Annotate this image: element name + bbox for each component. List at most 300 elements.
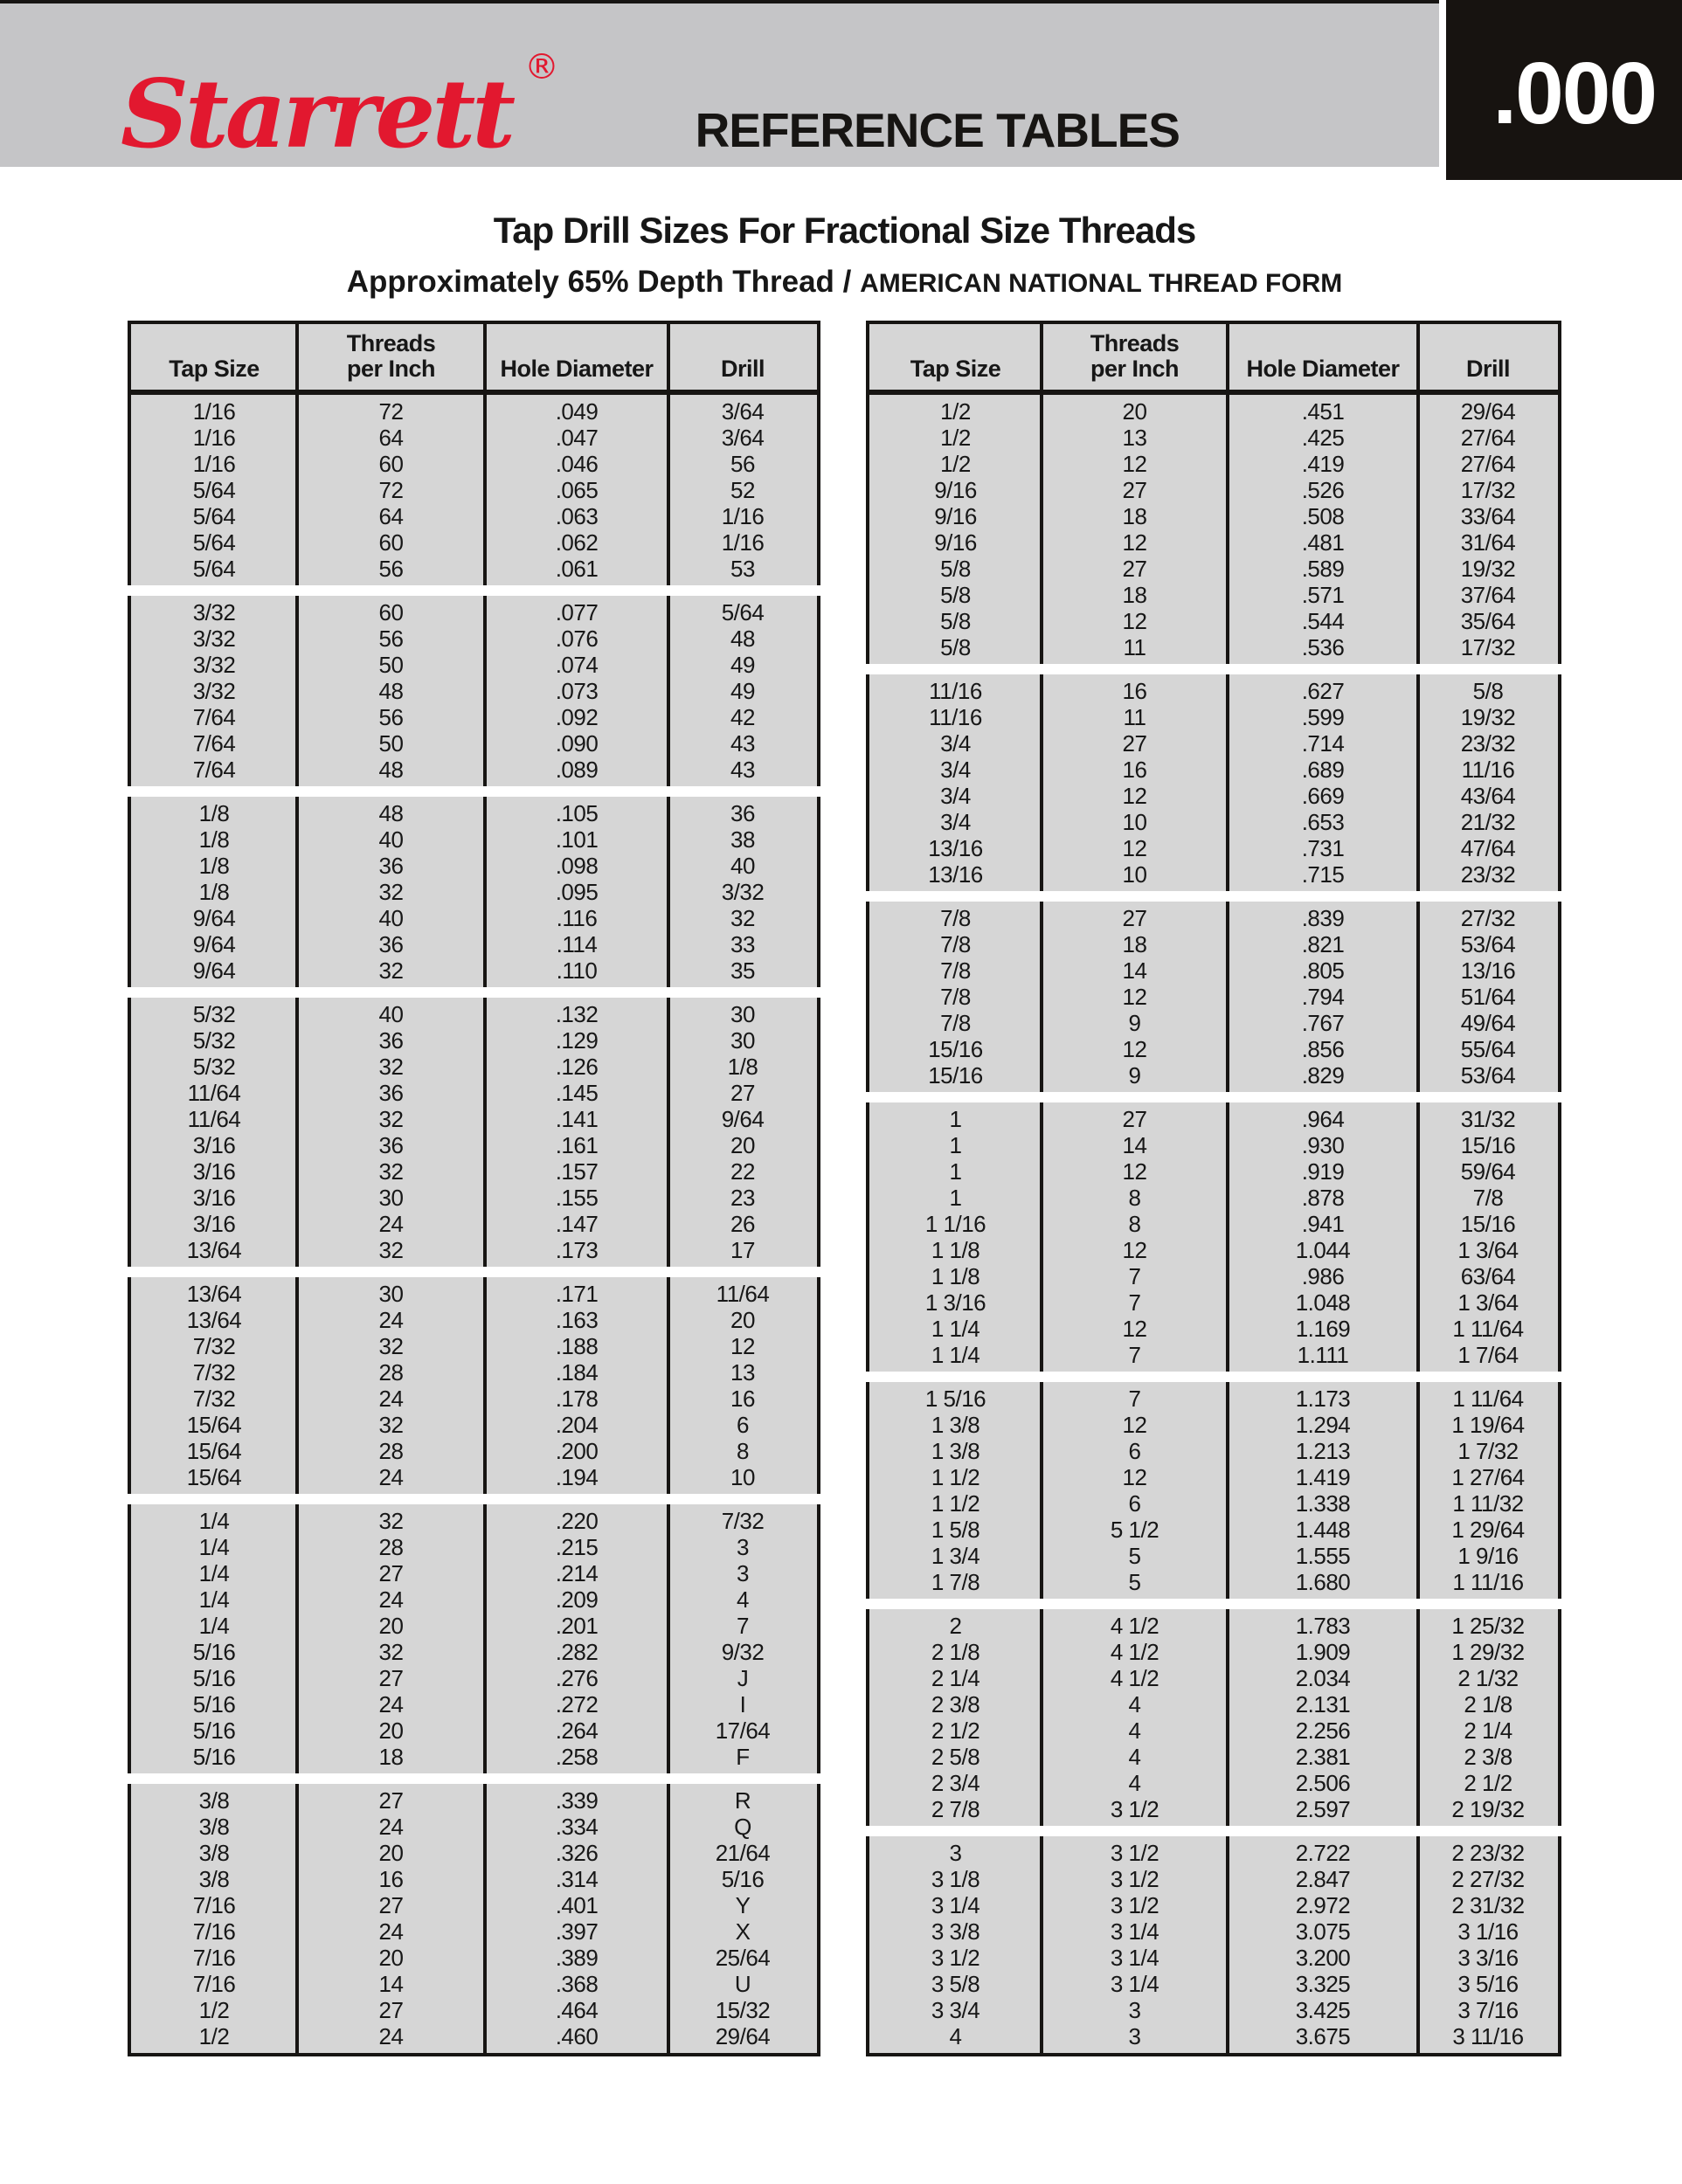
table-cell: 15/16 — [1460, 1211, 1516, 1237]
table-cell: .460 — [555, 2023, 599, 2049]
table-cell: 56 — [378, 625, 404, 652]
table-cell: 30 — [378, 1185, 404, 1211]
table-cell: 3/32 — [192, 678, 236, 704]
table-cell: .599 — [1301, 704, 1345, 730]
table-cell: 2.847 — [1295, 1866, 1351, 1892]
table-cell: 1 3/64 — [1457, 1237, 1519, 1263]
table-cell: 13/64 — [186, 1237, 242, 1263]
table-cell: 1/8 — [198, 879, 230, 905]
table-cell: 35 — [730, 957, 755, 984]
table-cell: X — [735, 1918, 751, 1945]
column-header-line: Drill — [1465, 356, 1510, 382]
table-cell: 36 — [378, 931, 404, 957]
table-cell: .200 — [555, 1438, 599, 1464]
page-title: Tap Drill Sizes For Fractional Size Threads — [493, 210, 1196, 251]
table-cell: 7/32 — [192, 1386, 236, 1412]
table-cell: 2 — [949, 1613, 962, 1639]
table-cell: 3 1/16 — [1457, 1918, 1519, 1945]
table-cell: 3.075 — [1295, 1918, 1351, 1945]
table-cell: .155 — [555, 1185, 599, 1211]
table-cell: .173 — [555, 1237, 599, 1263]
table-cell: 27/32 — [1460, 905, 1516, 931]
table-cell: 1/2 — [940, 398, 971, 425]
table-cell: 17 — [730, 1237, 755, 1263]
table-cell: 3 — [1128, 1997, 1141, 2023]
table-cell: 26 — [730, 1211, 755, 1237]
column-header-line: Threads — [346, 330, 436, 356]
column-header-3 — [668, 324, 817, 390]
table-cell: 7/32 — [192, 1359, 236, 1386]
table-cell: 3/32 — [192, 652, 236, 678]
table-cell: 3 1/4 — [931, 1892, 980, 1918]
column-header-3 — [1418, 324, 1558, 390]
table-cell: 20 — [378, 1613, 404, 1639]
table-cell: 12 — [1122, 608, 1147, 634]
table-cell: 3 1/4 — [1110, 1918, 1159, 1945]
table-cell: 5/32 — [192, 1027, 236, 1054]
table-cell: .214 — [555, 1560, 599, 1586]
table-cell: 1 3/64 — [1457, 1289, 1519, 1316]
table-cell: 5/16 — [192, 1691, 236, 1717]
table-group — [866, 902, 1561, 1092]
page-subtitle — [128, 266, 1561, 300]
table-cell: 1/2 — [940, 425, 971, 451]
table-cell: 2 3/8 — [1464, 1744, 1512, 1770]
table-cell: .689 — [1301, 757, 1345, 783]
table-cell: 33 — [730, 931, 755, 957]
table-cell: 40 — [730, 853, 755, 879]
table-cell: .941 — [1301, 1211, 1345, 1237]
table-cell: 2 31/32 — [1451, 1892, 1525, 1918]
table-cell: 14 — [1122, 957, 1147, 984]
table-cell: 1/16 — [192, 425, 236, 451]
table-cell: 63/64 — [1460, 1263, 1516, 1289]
table-cell: 7 — [1128, 1263, 1141, 1289]
column-header-0 — [869, 324, 1042, 390]
group-separator — [866, 1372, 1561, 1382]
table-cell: 5/32 — [192, 1054, 236, 1080]
group-separator — [128, 987, 820, 998]
table-cell: 1 7/8 — [931, 1569, 980, 1595]
table-cell: 5/32 — [192, 1001, 236, 1027]
table-cell: .964 — [1301, 1106, 1345, 1132]
table-cell: 7 — [1128, 1342, 1141, 1368]
table-cell: .076 — [555, 625, 599, 652]
table-cell: 42 — [730, 704, 755, 730]
table-cell: 11/16 — [929, 678, 982, 704]
table-cell: .092 — [555, 704, 599, 730]
table-cell: 3/32 — [192, 599, 236, 625]
table-cell: 29/64 — [715, 2023, 771, 2049]
table-cell: 2.506 — [1295, 1770, 1351, 1796]
table-cell: 1 27/64 — [1451, 1464, 1525, 1490]
table-left-header-row — [128, 321, 820, 395]
table-cell: 3 1/2 — [1110, 1796, 1159, 1822]
table-cell: 36 — [378, 1027, 404, 1054]
table-cell: 36 — [378, 853, 404, 879]
table-cell: 1 1/2 — [931, 1490, 980, 1517]
table-cell: 1/4 — [198, 1586, 230, 1613]
table-group — [128, 998, 820, 1267]
table-cell: 3 5/16 — [1457, 1971, 1519, 1997]
table-cell: 5/64 — [192, 477, 236, 503]
table-cell: 12 — [730, 1333, 755, 1359]
table-cell: 20 — [378, 1840, 404, 1866]
table-cell: .090 — [555, 730, 599, 757]
table-cell: 7/32 — [192, 1333, 236, 1359]
table-cell: 15/32 — [715, 1997, 771, 2023]
table-cell: 3/64 — [721, 425, 765, 451]
table-cell: 14 — [1122, 1132, 1147, 1158]
table-cell: .145 — [555, 1080, 599, 1106]
table-cell: 40 — [378, 1001, 404, 1027]
table-cell: .147 — [555, 1211, 599, 1237]
table-cell: 8 — [1128, 1185, 1141, 1211]
table-cell: 2 1/8 — [1464, 1691, 1512, 1717]
table-cell: 6 — [1128, 1438, 1141, 1464]
table-cell: 3.200 — [1295, 1945, 1351, 1971]
table-cell: 30 — [378, 1281, 404, 1307]
table-cell: 3 1/4 — [1110, 1971, 1159, 1997]
table-cell: 24 — [378, 2023, 404, 2049]
table-cell: 20 — [378, 1717, 404, 1744]
table-cell: 7 — [1128, 1386, 1141, 1412]
table-cell: .073 — [555, 678, 599, 704]
table-cell: 27 — [730, 1080, 755, 1106]
table-cell: .063 — [555, 503, 599, 529]
table-cell: 5/16 — [192, 1639, 236, 1665]
table-cell: 1 29/32 — [1451, 1639, 1525, 1665]
table-cell: 1 19/64 — [1451, 1412, 1525, 1438]
table-cell: 18 — [1122, 582, 1147, 608]
table-cell: 3 — [737, 1534, 749, 1560]
table-cell: 56 — [378, 704, 404, 730]
table-cell: 1 1/8 — [931, 1263, 980, 1289]
table-group — [866, 674, 1561, 891]
table-cell: .194 — [555, 1464, 599, 1490]
table-cell: 1 11/64 — [1452, 1316, 1524, 1342]
table-cell: 1 11/16 — [1452, 1569, 1524, 1595]
table-cell: 23/32 — [1460, 730, 1516, 757]
table-cell: 1 7/32 — [1457, 1438, 1519, 1464]
table-cell: 38 — [730, 826, 755, 853]
table-cell: 16 — [1122, 678, 1147, 704]
table-cell: 11/64 — [187, 1080, 241, 1106]
table-cell: .171 — [555, 1281, 599, 1307]
table-cell: 9/16 — [934, 529, 977, 556]
table-cell: 4 1/2 — [1110, 1665, 1159, 1691]
table-cell: .464 — [555, 1997, 599, 2023]
table-cell: .098 — [555, 853, 599, 879]
table-cell: 27 — [1122, 556, 1147, 582]
table-cell: 24 — [378, 1814, 404, 1840]
table-cell: .481 — [1301, 529, 1345, 556]
table-cell: 3/8 — [198, 1840, 230, 1866]
table-cell: 1 3/8 — [931, 1412, 980, 1438]
table-cell: 5 — [1128, 1569, 1141, 1595]
table-cell: .141 — [555, 1106, 599, 1132]
table-cell: .061 — [555, 556, 599, 582]
table-cell: .805 — [1301, 957, 1345, 984]
table-cell: 1.048 — [1295, 1289, 1351, 1316]
table-cell: 20 — [730, 1132, 755, 1158]
table-cell: 20 — [1122, 398, 1147, 425]
column-header-line: Tap Size — [910, 356, 1001, 382]
table-cell: 16 — [1122, 757, 1147, 783]
table-cell: .077 — [555, 599, 599, 625]
table-cell: 9/16 — [934, 477, 977, 503]
table-cell: 3/8 — [198, 1787, 230, 1814]
table-cell: J — [737, 1665, 749, 1691]
table-cell: .401 — [555, 1892, 599, 1918]
table-cell: 7/64 — [192, 757, 236, 783]
table-cell: 1.909 — [1295, 1639, 1351, 1665]
table-cell: R — [734, 1787, 751, 1814]
table-cell: .101 — [555, 826, 599, 853]
table-cell: 7/16 — [192, 1971, 236, 1997]
table-cell: 51/64 — [1460, 984, 1516, 1010]
table-group — [128, 1784, 820, 2056]
table-cell: 21/32 — [1460, 809, 1516, 835]
section-title: REFERENCE TABLES — [695, 103, 1180, 157]
table-cell: 27 — [1122, 1106, 1147, 1132]
table-cell: 1.213 — [1295, 1438, 1351, 1464]
table-cell: 43 — [730, 730, 755, 757]
table-cell: .157 — [555, 1158, 599, 1185]
table-cell: 60 — [378, 451, 404, 477]
table-cell: 3 1/2 — [1110, 1892, 1159, 1918]
table-cell: 18 — [1122, 503, 1147, 529]
table-cell: .178 — [555, 1386, 599, 1412]
table-cell: .878 — [1301, 1185, 1345, 1211]
table-cell: 32 — [378, 1106, 404, 1132]
table-cell: 1 3/8 — [931, 1438, 980, 1464]
table-cell: U — [734, 1971, 751, 1997]
group-separator — [128, 786, 820, 797]
table-cell: 7/8 — [940, 957, 971, 984]
table-cell: 27 — [378, 1665, 404, 1691]
table-cell: .589 — [1301, 556, 1345, 582]
table-cell: 7/32 — [721, 1508, 765, 1534]
table-cell: 25/64 — [715, 1945, 771, 1971]
table-cell: 3/8 — [198, 1814, 230, 1840]
table-cell: 3.675 — [1295, 2023, 1351, 2049]
table-cell: .258 — [555, 1744, 599, 1770]
table-cell: 7 — [1128, 1289, 1141, 1316]
table-cell: 9/32 — [721, 1639, 765, 1665]
table-cell: 16 — [378, 1866, 404, 1892]
table-cell: 2.256 — [1295, 1717, 1351, 1744]
table-cell: 32 — [378, 1158, 404, 1185]
table-cell: 7/16 — [192, 1918, 236, 1945]
table-left — [128, 321, 820, 2056]
table-cell: 12 — [1122, 1237, 1147, 1263]
table-cell: 27 — [1122, 905, 1147, 931]
table-cell: 5/64 — [192, 503, 236, 529]
table-group — [866, 1382, 1561, 1599]
table-group — [128, 1277, 820, 1494]
column-header-2 — [485, 324, 668, 390]
table-cell: 1/4 — [198, 1508, 230, 1534]
table-cell: .074 — [555, 652, 599, 678]
table-cell: 4 — [949, 2023, 962, 2049]
table-cell: 19/32 — [1460, 704, 1516, 730]
table-cell: 2.972 — [1295, 1892, 1351, 1918]
table-cell: .389 — [555, 1945, 599, 1971]
table-cell: .264 — [555, 1717, 599, 1744]
column-header-1 — [297, 324, 485, 390]
table-cell: .215 — [555, 1534, 599, 1560]
table-cell: .821 — [1301, 931, 1345, 957]
page-subtitle-prefix: Approximately 65% Depth Thread / — [346, 265, 861, 299]
starrett-logo-text: Starrett — [121, 59, 513, 169]
table-cell: 5/64 — [721, 599, 765, 625]
table-cell: .419 — [1301, 451, 1345, 477]
table-cell: 3 7/16 — [1457, 1997, 1519, 2023]
table-group — [866, 1102, 1561, 1372]
table-cell: 3 3/4 — [931, 1997, 980, 2023]
table-cell: 12 — [1122, 1412, 1147, 1438]
table-cell: 1.783 — [1295, 1613, 1351, 1639]
table-cell: 43/64 — [1460, 783, 1516, 809]
table-cell: 5/64 — [192, 556, 236, 582]
table-cell: 1 1/4 — [931, 1316, 980, 1342]
table-cell: 29/64 — [1460, 398, 1516, 425]
group-separator — [128, 1773, 820, 1784]
table-cell: .536 — [1301, 634, 1345, 660]
table-cell: 23/32 — [1460, 861, 1516, 888]
table-cell: 40 — [378, 826, 404, 853]
table-cell: 32 — [378, 957, 404, 984]
table-cell: 1/16 — [192, 451, 236, 477]
table-cell: .046 — [555, 451, 599, 477]
table-group — [128, 395, 820, 585]
table-cell: 55/64 — [1460, 1036, 1516, 1062]
table-cell: 1/4 — [198, 1613, 230, 1639]
table-cell: 1/8 — [198, 826, 230, 853]
column-header-1 — [1042, 324, 1228, 390]
table-cell: 12 — [1122, 1036, 1147, 1062]
table-cell: 4 — [737, 1586, 749, 1613]
table-cell: 4 — [1128, 1744, 1141, 1770]
table-cell: .856 — [1301, 1036, 1345, 1062]
table-cell: 27 — [378, 1997, 404, 2023]
table-cell: .839 — [1301, 905, 1345, 931]
table-cell: .184 — [555, 1359, 599, 1386]
table-cell: 48 — [730, 625, 755, 652]
table-cell: 6 — [737, 1412, 749, 1438]
table-cell: 18 — [1122, 931, 1147, 957]
table-cell: .508 — [1301, 503, 1345, 529]
table-cell: 32 — [378, 1054, 404, 1080]
table-cell: 1/8 — [198, 800, 230, 826]
table-cell: .282 — [555, 1639, 599, 1665]
table-cell: 11/16 — [1461, 757, 1515, 783]
table-cell: 36 — [378, 1132, 404, 1158]
table-group — [866, 1836, 1561, 2056]
table-cell: 6 — [1128, 1490, 1141, 1517]
table-cell: 1 3/4 — [931, 1543, 980, 1569]
column-header-line: Tap Size — [169, 356, 260, 382]
table-cell: .571 — [1301, 582, 1345, 608]
table-cell: 1 — [949, 1185, 962, 1211]
table-cell: 2 1/2 — [931, 1717, 980, 1744]
table-cell: 1.111 — [1297, 1342, 1349, 1368]
table-cell: 1.294 — [1295, 1412, 1351, 1438]
table-cell: 9 — [1128, 1010, 1141, 1036]
table-cell: 9/64 — [192, 905, 236, 931]
table-cell: 3 — [1128, 2023, 1141, 2049]
table-cell: 15/16 — [928, 1036, 983, 1062]
table-cell: 17/32 — [1460, 634, 1516, 660]
table-cell: 5 1/2 — [1110, 1517, 1159, 1543]
table-cell: 1/2 — [198, 1997, 230, 2023]
table-cell: 15/64 — [186, 1412, 242, 1438]
table-cell: 10 — [1122, 809, 1147, 835]
table-cell: 47/64 — [1460, 835, 1516, 861]
group-separator — [128, 585, 820, 596]
table-cell: Y — [735, 1892, 751, 1918]
table-cell: 13/16 — [928, 835, 983, 861]
table-cell: 19/32 — [1460, 556, 1516, 582]
table-cell: .334 — [555, 1814, 599, 1840]
table-cell: 5/8 — [940, 608, 971, 634]
table-cell: 18 — [378, 1744, 404, 1770]
table-cell: .397 — [555, 1918, 599, 1945]
table-cell: .132 — [555, 1001, 599, 1027]
table-cell: 10 — [1122, 861, 1147, 888]
table-cell: 1 — [949, 1106, 962, 1132]
table-cell: 1.448 — [1295, 1517, 1351, 1543]
table-cell: 1/8 — [727, 1054, 758, 1080]
column-header-0 — [131, 324, 297, 390]
column-header-line: Drill — [720, 356, 765, 382]
table-cell: 52 — [730, 477, 755, 503]
table-cell: .129 — [555, 1027, 599, 1054]
table-cell: 1.419 — [1295, 1464, 1351, 1490]
table-cell: .326 — [555, 1840, 599, 1866]
table-cell: 1/8 — [198, 853, 230, 879]
table-group — [866, 1609, 1561, 1826]
table-cell: 32 — [378, 1333, 404, 1359]
table-cell: 7/16 — [192, 1945, 236, 1971]
table-cell: 1/2 — [198, 2023, 230, 2049]
table-cell: 37/64 — [1460, 582, 1516, 608]
table-cell: .627 — [1301, 678, 1345, 704]
table-cell: 1 9/16 — [1457, 1543, 1519, 1569]
table-cell: 2 1/4 — [931, 1665, 980, 1691]
table-cell: 50 — [378, 652, 404, 678]
table-cell: .526 — [1301, 477, 1345, 503]
table-cell: 7/16 — [192, 1892, 236, 1918]
table-cell: 1 1/2 — [931, 1464, 980, 1490]
table-cell: 32 — [378, 1412, 404, 1438]
table-cell: 3.425 — [1295, 1997, 1351, 2023]
table-cell: 17/32 — [1460, 477, 1516, 503]
table-cell: 2.381 — [1295, 1744, 1351, 1770]
column-header-line: Threads — [1090, 330, 1180, 356]
table-cell: 24 — [378, 1386, 404, 1412]
table-cell: 2 1/2 — [1464, 1770, 1512, 1796]
table-cell: 1.044 — [1295, 1237, 1351, 1263]
table-cell: .731 — [1301, 835, 1345, 861]
table-right-header-row — [866, 321, 1561, 395]
table-cell: .204 — [555, 1412, 599, 1438]
table-cell: 7/8 — [1472, 1185, 1504, 1211]
table-cell: 50 — [378, 730, 404, 757]
table-cell: 5/16 — [192, 1744, 236, 1770]
page-number-box — [1446, 0, 1682, 180]
